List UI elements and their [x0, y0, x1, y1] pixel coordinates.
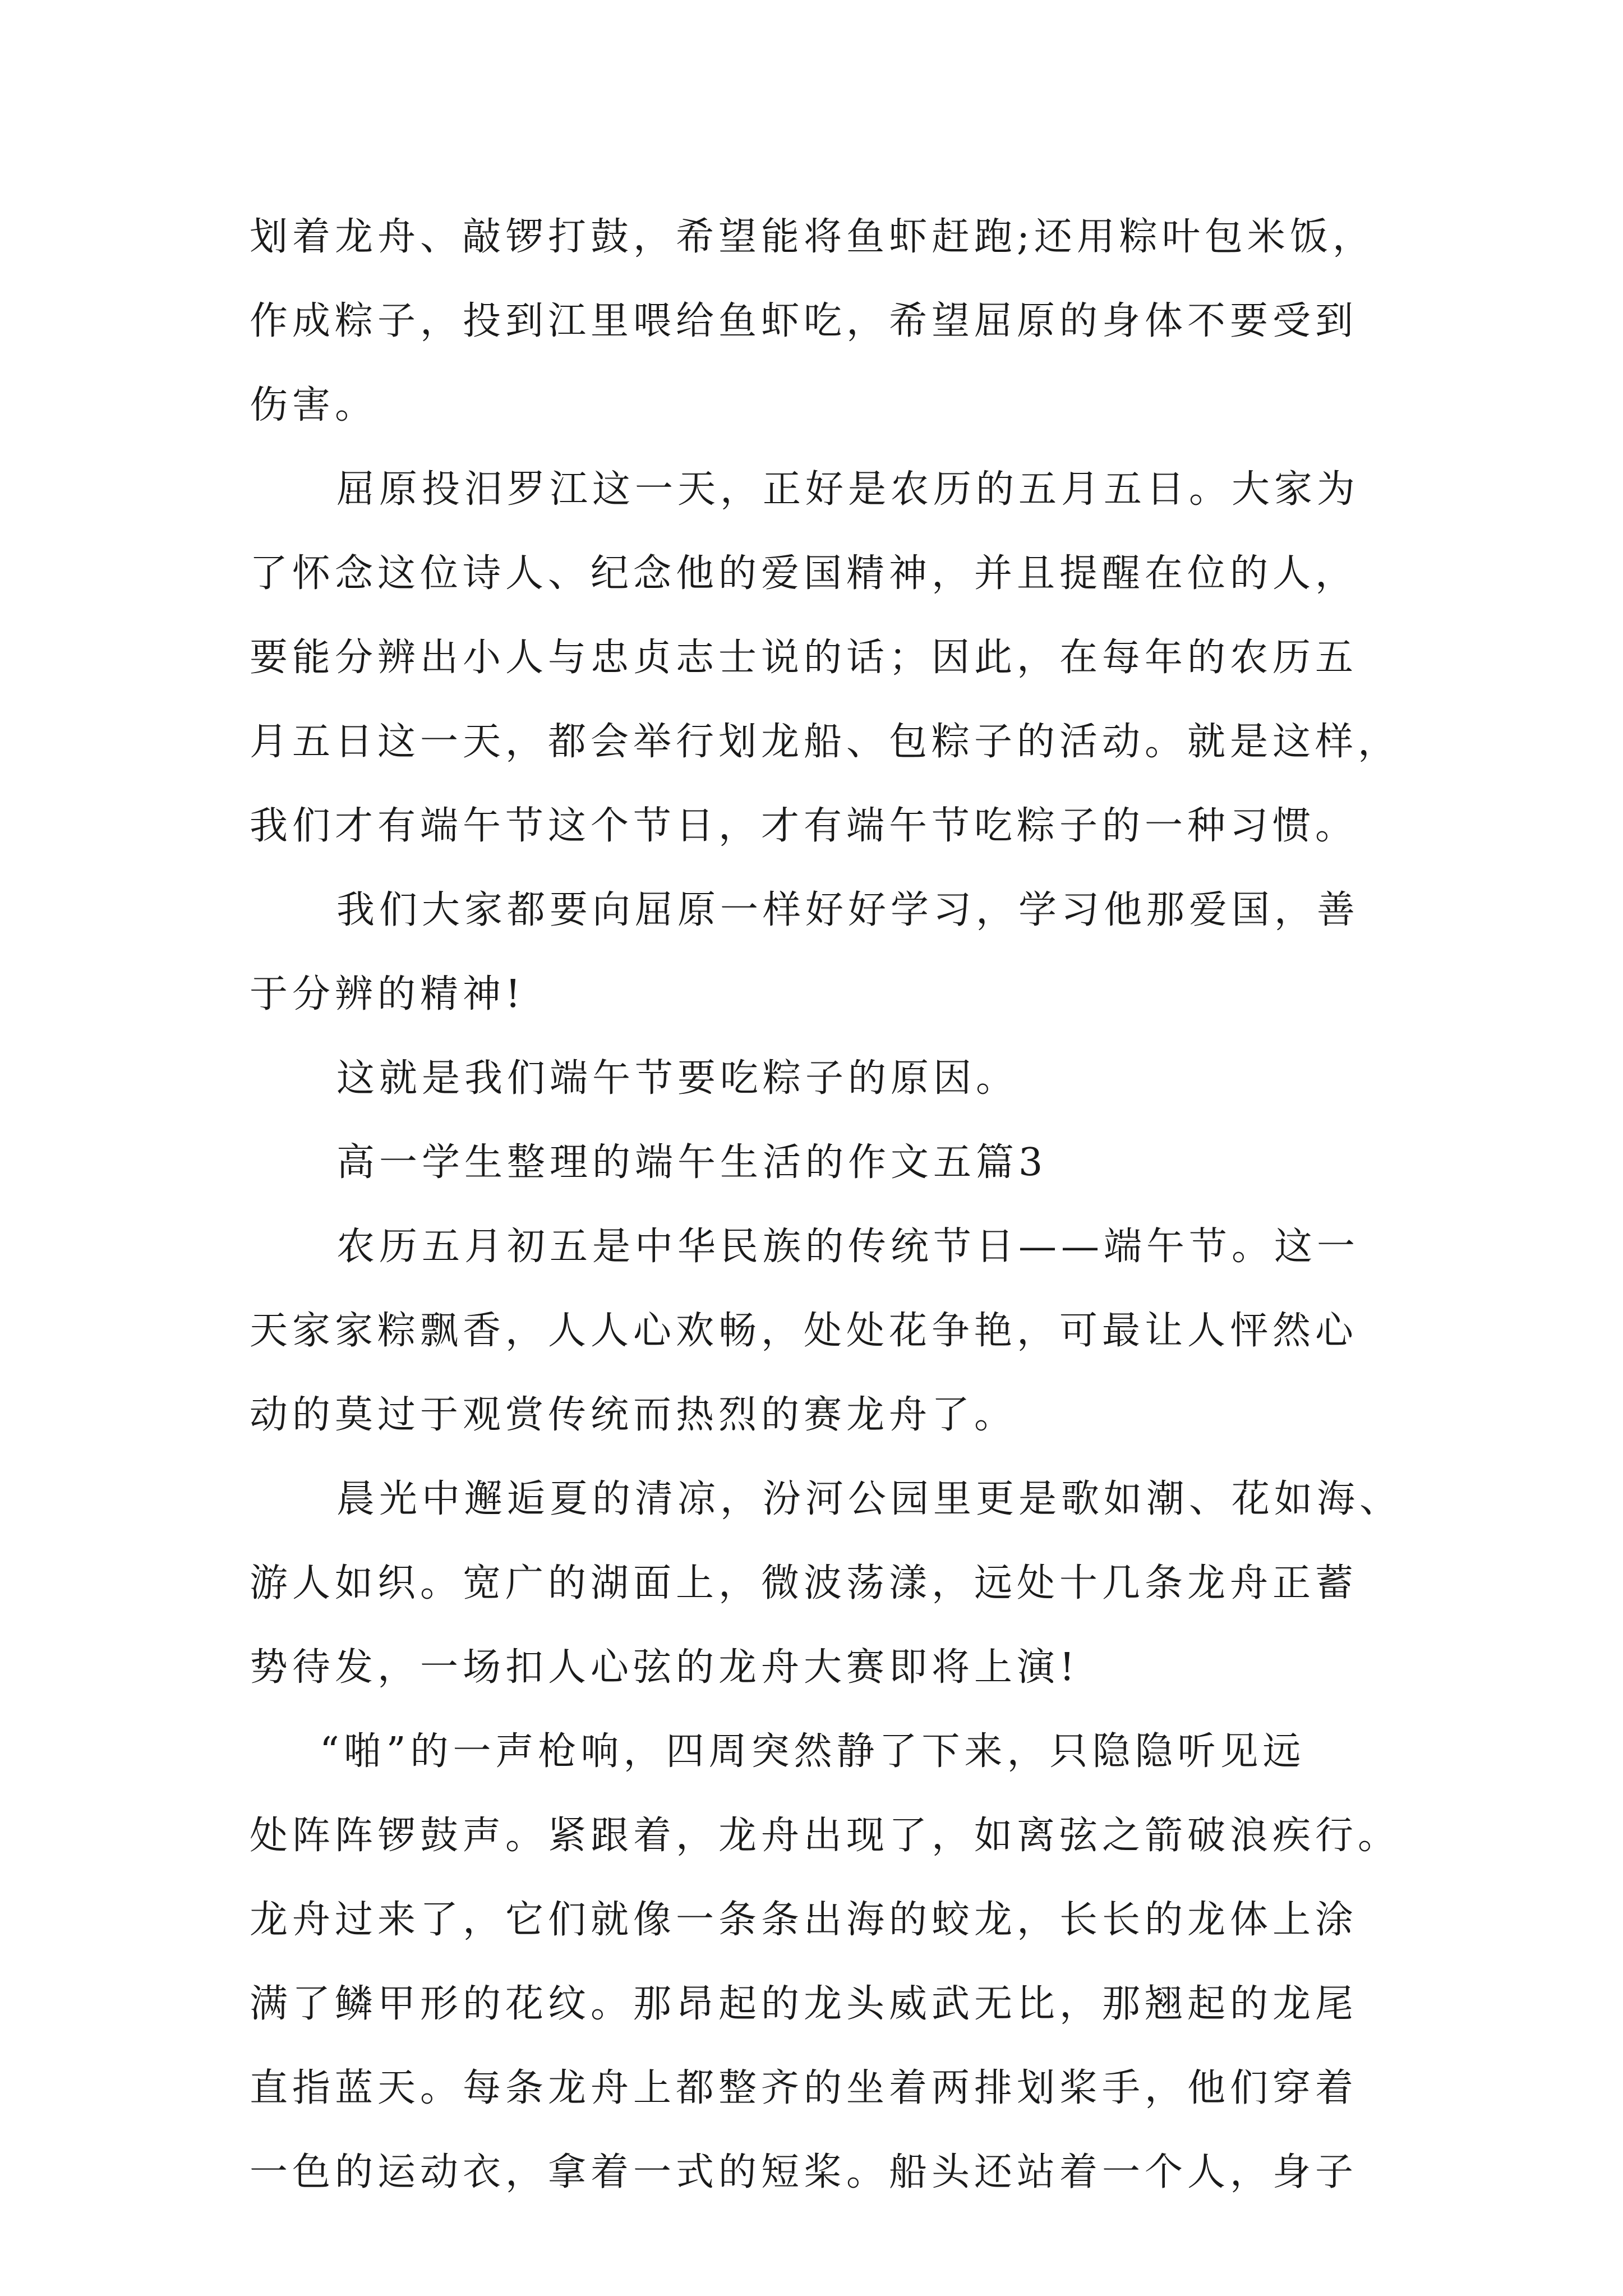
text-line: 天家家粽飘香，人人心欢畅，处处花争艳，可最让人怦然心	[250, 1309, 1358, 1353]
text-line: 动的莫过于观赏传统而热烈的赛龙舟了。	[250, 1393, 1017, 1437]
text-line: 处阵阵锣鼓声。紧跟着，龙舟出现了，如离弦之箭破浪疾行。	[250, 1814, 1401, 1858]
text-line: 要能分辨出小人与忠贞志士说的话；因此，在每年的农历五	[250, 636, 1358, 680]
text-line: 月五日这一天，都会举行划龙船、包粽子的活动。就是这样，	[250, 720, 1401, 764]
text-line: 作成粽子，投到江里喂给鱼虾吃，希望屈原的身体不要受到	[250, 299, 1358, 343]
section-heading: 高一学生整理的端午生活的作文五篇3	[336, 1140, 1048, 1185]
text-line: 满了鳞甲形的花纹。那昂起的龙头威武无比，那翘起的龙尾	[250, 1982, 1358, 2026]
text-line: 伤害。	[250, 383, 378, 427]
text-line: 划着龙舟、敲锣打鼓，希望能将鱼虾赶跑;还用粽叶包米饭，	[250, 215, 1375, 259]
text-line: 势待发，一场扣人心弦的龙舟大赛即将上演!	[250, 1645, 1080, 1690]
text-line: 于分辨的精神!	[250, 972, 525, 1016]
paragraph-first-line: 农历五月初五是中华民族的传统节日——端午节。这一	[336, 1225, 1360, 1269]
paragraph-first-line: 屈原投汨罗江这一天，正好是农历的五月五日。大家为	[336, 467, 1360, 512]
paragraph-first-line: 我们大家都要向屈原一样好好学习，学习他那爱国，善	[336, 888, 1360, 932]
text-line: 龙舟过来了，它们就像一条条出海的蛟龙，长长的龙体上涂	[250, 1898, 1358, 1942]
text-line: 直指蓝天。每条龙舟上都整齐的坐着两排划桨手，他们穿着	[250, 2066, 1358, 2110]
paragraph-first-line: “啪”的一声枪响，四周突然静了下来，只隐隐听见远	[320, 1729, 1306, 1774]
paragraph-first-line: 晨光中邂逅夏的清凉，汾河公园里更是歌如潮、花如海、	[336, 1477, 1403, 1521]
paragraph-first-line: 这就是我们端午节要吃粽子的原因。	[336, 1056, 1019, 1101]
text-line: 了怀念这位诗人、纪念他的爱国精神，并且提醒在位的人，	[250, 551, 1358, 596]
text-line: 一色的运动衣，拿着一式的短桨。船头还站着一个人，身子	[250, 2150, 1358, 2194]
text-line: 游人如织。宽广的湖面上，微波荡漾，远处十几条龙舟正蓄	[250, 1561, 1358, 1605]
text-line: 我们才有端午节这个节日，才有端午节吃粽子的一种习惯。	[250, 804, 1358, 848]
